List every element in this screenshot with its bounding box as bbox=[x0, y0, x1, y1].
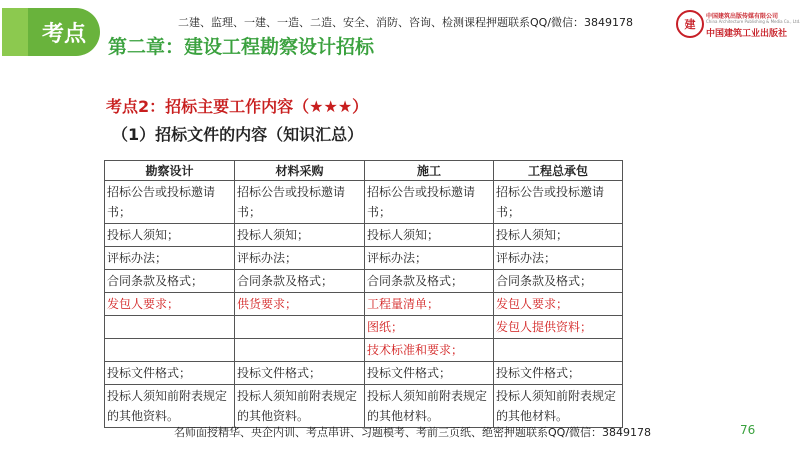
table-cell: 评标办法； bbox=[365, 247, 494, 270]
table-row bbox=[105, 293, 623, 316]
table-cell: 投标人须知； bbox=[235, 224, 365, 247]
table-cell: 评标办法； bbox=[494, 247, 623, 270]
table-cell: 投标人须知； bbox=[105, 224, 235, 247]
table-cell: 招标公告或投标邀请书； bbox=[235, 181, 365, 224]
table-row bbox=[105, 181, 623, 224]
table-cell: 投标人须知； bbox=[494, 224, 623, 247]
table-cell: 工程量清单； bbox=[365, 293, 494, 316]
point-title: 考点2：招标主要工作内容（★★★） bbox=[106, 97, 369, 116]
table-cell: 投标文件格式； bbox=[105, 362, 235, 385]
table-cell: 投标人须知； bbox=[365, 224, 494, 247]
table-row bbox=[105, 247, 623, 270]
table-cell: 投标人须知前附表规定的其他资料。 bbox=[105, 385, 235, 428]
table-row bbox=[105, 339, 623, 362]
publisher-emblem-icon: 建 bbox=[676, 10, 704, 38]
publisher-name-en: China Architecture Publishing & Media Co., Ltd. bbox=[706, 19, 800, 24]
table-cell: 供货要求； bbox=[235, 293, 365, 316]
table-cell bbox=[105, 316, 235, 339]
table-cell: 发包人提供资料； bbox=[494, 316, 623, 339]
table-cell: 投标人须知前附表规定的其他材料。 bbox=[494, 385, 623, 428]
table-cell: 发包人要求； bbox=[105, 293, 235, 316]
table-cell: 发包人要求； bbox=[494, 293, 623, 316]
table-row bbox=[105, 316, 623, 339]
table-row bbox=[105, 362, 623, 385]
table-row bbox=[105, 270, 623, 293]
badge-accent-bar bbox=[2, 8, 28, 56]
table-cell bbox=[494, 339, 623, 362]
bottom-contact-note: 名师面授精华、央企内训、考点串讲、习题模考、考前三页纸、绝密押题联系QQ/微信：3849178 bbox=[174, 426, 652, 439]
table-cell: 合同条款及格式； bbox=[235, 270, 365, 293]
page-number: 76 bbox=[740, 423, 756, 437]
table-cell: 合同条款及格式； bbox=[494, 270, 623, 293]
topic-badge: 考点 bbox=[28, 8, 100, 56]
table-cell bbox=[235, 316, 365, 339]
table-cell: 合同条款及格式； bbox=[105, 270, 235, 293]
publisher-logo bbox=[676, 10, 800, 42]
table-cell: 投标文件格式； bbox=[365, 362, 494, 385]
table-row bbox=[105, 224, 623, 247]
table-row bbox=[105, 385, 623, 428]
col-header-epc: 工程总承包 bbox=[494, 161, 623, 181]
table-cell: 合同条款及格式； bbox=[365, 270, 494, 293]
table-cell: 图纸； bbox=[365, 316, 494, 339]
table-cell: 评标办法； bbox=[235, 247, 365, 270]
table-cell: 招标公告或投标邀请书； bbox=[105, 181, 235, 224]
table-cell: 投标文件格式； bbox=[494, 362, 623, 385]
table-cell bbox=[235, 339, 365, 362]
table-cell: 招标公告或投标邀请书； bbox=[365, 181, 494, 224]
section-title: （1）招标文件的内容（知识汇总） bbox=[112, 125, 364, 144]
table-header-row bbox=[105, 161, 623, 181]
publisher-name-cn: 中国建筑出版传媒有限公司 bbox=[706, 13, 779, 20]
table-cell: 投标文件格式； bbox=[235, 362, 365, 385]
table-cell bbox=[105, 339, 235, 362]
table-cell: 投标人须知前附表规定的其他材料。 bbox=[365, 385, 494, 428]
top-contact-note: 二建、监理、一建、一造、二造、安全、消防、咨询、检测课程押题联系QQ/微信：3849178 bbox=[178, 16, 634, 29]
table-cell: 投标人须知前附表规定的其他资料。 bbox=[235, 385, 365, 428]
press-name: 中国建筑工业出版社 bbox=[706, 29, 788, 39]
table-cell: 技术标准和要求； bbox=[365, 339, 494, 362]
bidding-documents-table bbox=[104, 160, 623, 428]
table-cell: 评标办法； bbox=[105, 247, 235, 270]
col-header-survey-design: 勘察设计 bbox=[105, 161, 235, 181]
chapter-title: 第二章：建设工程勘察设计招标 bbox=[108, 36, 375, 58]
col-header-construction: 施工 bbox=[365, 161, 494, 181]
col-header-material-procurement: 材料采购 bbox=[235, 161, 365, 181]
table-cell: 招标公告或投标邀请书； bbox=[494, 181, 623, 224]
